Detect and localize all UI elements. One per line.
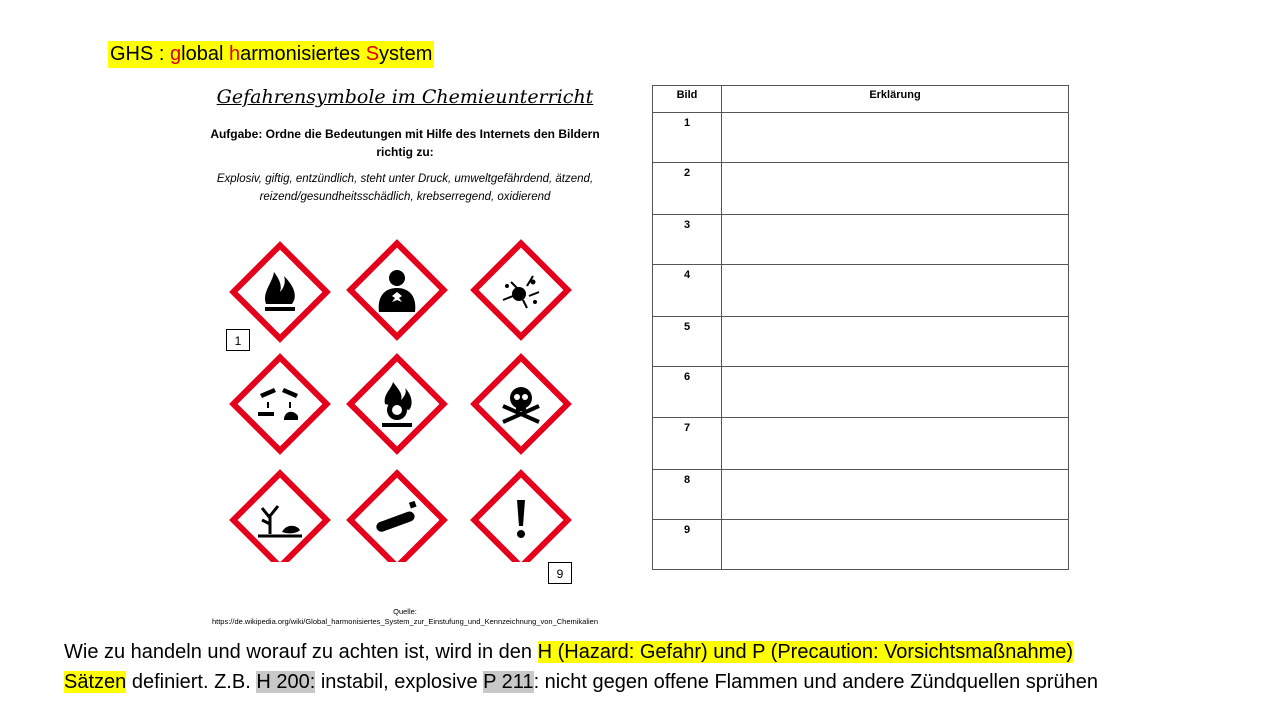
- answer-cell[interactable]: [722, 215, 1069, 265]
- answer-cell[interactable]: [722, 113, 1069, 163]
- title-part: GHS :: [110, 43, 171, 65]
- title-part: armonisiertes: [240, 43, 366, 65]
- explosive-pictogram-icon: [474, 243, 567, 336]
- highlighted-text: Sätzen: [64, 671, 127, 693]
- row-number: 2: [653, 163, 722, 215]
- column-header-erklaerung: Erklärung: [722, 86, 1069, 113]
- row-number: 9: [653, 520, 722, 570]
- title-part: h: [228, 43, 241, 65]
- slide-title: [108, 41, 434, 68]
- source-url: https://de.wikipedia.org/wiki/Global_harmonisiertes_System_zur_Einstufung_und_Kennzeichnung_von_Chemikalien: [211, 617, 599, 626]
- toxic-skull-pictogram-icon: [474, 357, 567, 450]
- gas-cylinder-pictogram-icon: [350, 473, 443, 562]
- explanation-text: [64, 637, 1264, 697]
- title-part: g: [170, 43, 182, 65]
- answer-cell[interactable]: [722, 317, 1069, 367]
- row-number: 6: [653, 367, 722, 418]
- answer-cell[interactable]: [722, 163, 1069, 215]
- row-number: 4: [653, 265, 722, 317]
- worksheet-task: [205, 125, 605, 161]
- worksheet-word-list: [195, 170, 615, 206]
- task-line: richtig zu:: [376, 145, 434, 159]
- h-statement-code: H 200:: [256, 671, 316, 693]
- flame-pictogram-icon: [233, 245, 326, 338]
- worksheet-heading: Gefahrensymbole im Chemieunterricht: [216, 86, 594, 108]
- p-statement-code: P 211: [483, 671, 534, 693]
- answer-cell[interactable]: [722, 520, 1069, 570]
- answer-cell[interactable]: [722, 367, 1069, 418]
- row-number: 3: [653, 215, 722, 265]
- pictogram-label-first: 1: [226, 329, 250, 351]
- corrosive-pictogram-icon: [233, 357, 326, 450]
- health-hazard-pictogram-icon: [350, 243, 443, 336]
- oxidizing-pictogram-icon: [350, 357, 443, 450]
- row-number: 1: [653, 113, 722, 163]
- exclamation-pictogram-icon: [474, 473, 567, 562]
- text-segment: : nicht gegen offene Flammen und andere Zündquellen sprühen: [533, 671, 1099, 693]
- row-number: 7: [653, 418, 722, 470]
- source-label: Quelle:: [393, 607, 417, 616]
- answer-cell[interactable]: [722, 265, 1069, 317]
- source-citation: [190, 607, 620, 627]
- answer-cell[interactable]: [722, 470, 1069, 520]
- text-segment: instabil, explosive: [315, 671, 484, 693]
- highlighted-text: H (Hazard: Gefahr) und P (Precaution: Vorsichtsmaßnahme): [537, 641, 1074, 663]
- title-part: S: [365, 43, 380, 65]
- row-number: 8: [653, 470, 722, 520]
- word-list-line: reizend/gesundheitsschädlich, krebserregend, oxidierend: [259, 191, 551, 203]
- pictogram-grid: [210, 232, 590, 562]
- environment-pictogram-icon: [233, 473, 326, 562]
- answer-cell[interactable]: [722, 418, 1069, 470]
- pictogram-label-last: 9: [548, 562, 572, 584]
- answer-table: [652, 85, 1069, 570]
- row-number: 5: [653, 317, 722, 367]
- text-segment: Wie zu handeln und worauf zu achten ist, wird in den: [64, 641, 538, 663]
- text-segment: definiert. Z.B.: [126, 671, 257, 693]
- title-part: ystem: [379, 43, 433, 65]
- word-list-line: Explosiv, giftig, entzündlich, steht unter Druck, umweltgefährdend, ätzend,: [216, 173, 594, 185]
- task-line: Aufgabe: Ordne die Bedeutungen mit Hilfe des Internets den Bildern: [210, 127, 600, 141]
- title-part: lobal: [181, 43, 229, 65]
- column-header-bild: Bild: [653, 86, 722, 113]
